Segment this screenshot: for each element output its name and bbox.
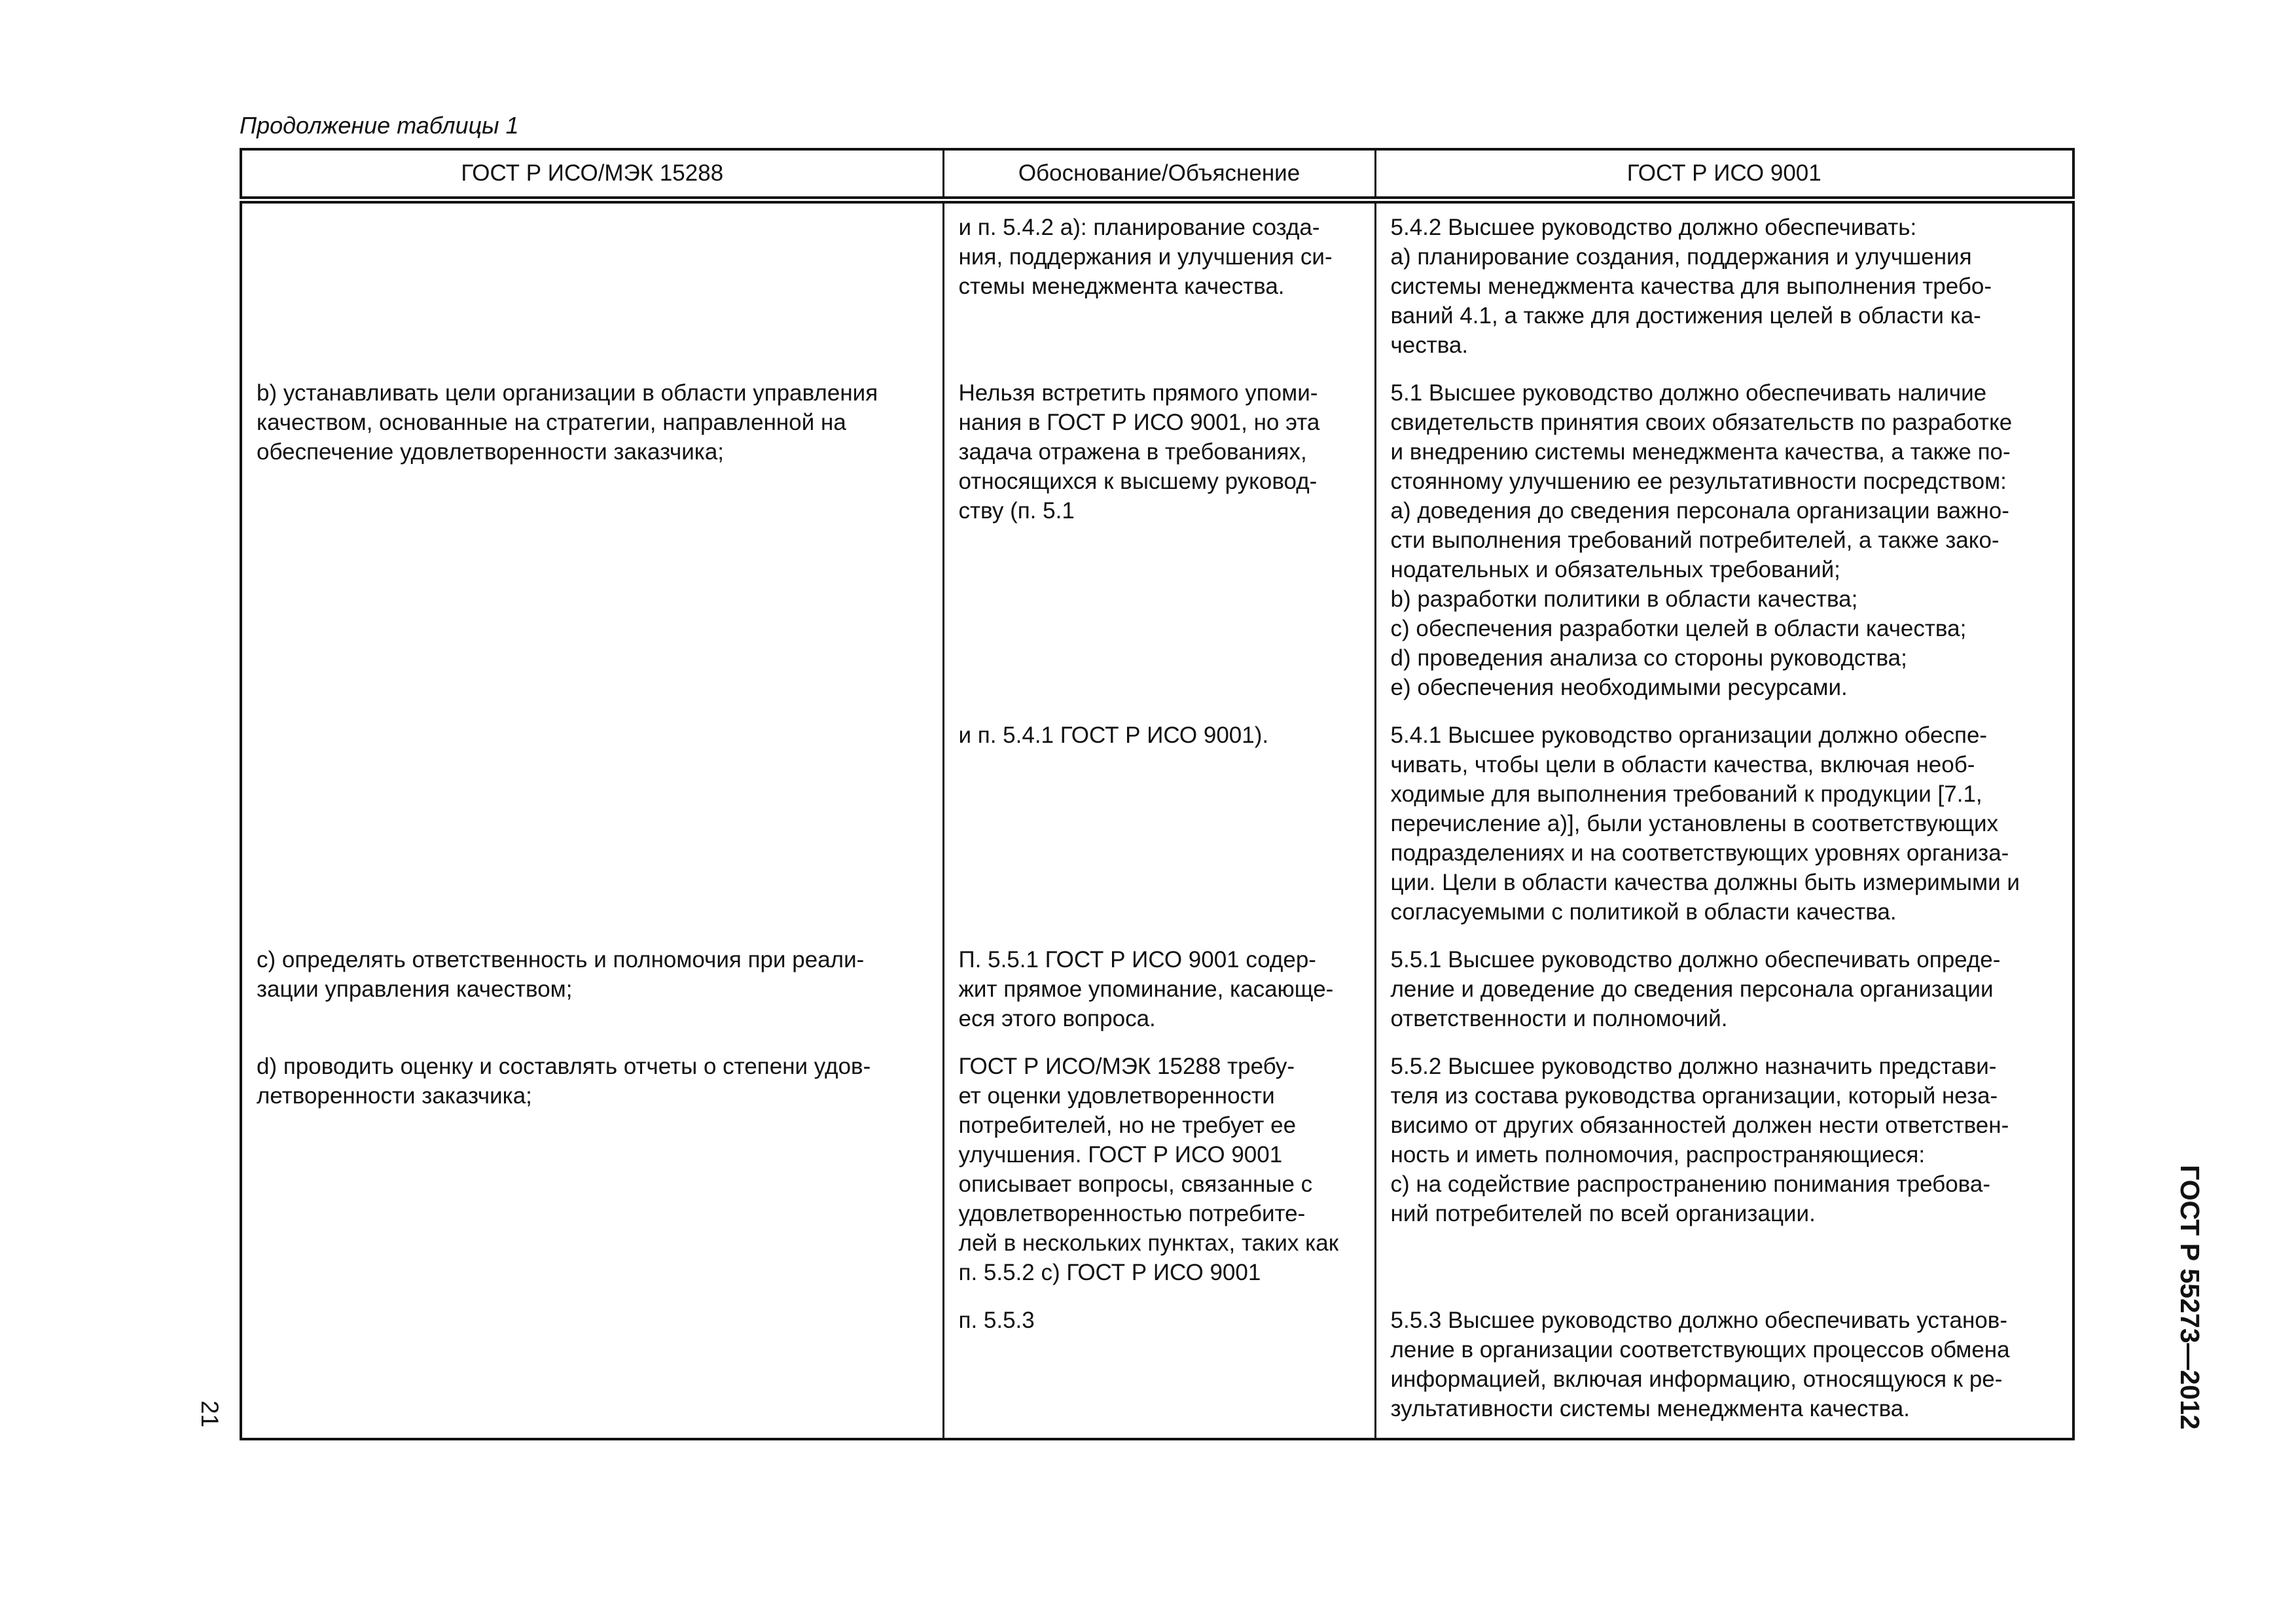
text-line: и п. 5.4.1 ГОСТ Р ИСО 9001). [958, 722, 1269, 748]
text-line: стемы менеджмента качества. [958, 274, 1285, 299]
text-line: 5.5.1 Высшее руководство должно обеспечивать опреде- [1390, 947, 2001, 972]
text-line: 5.5.3 Высшее руководство должно обеспечивать установ- [1390, 1308, 2008, 1333]
text-line: а) доведения до сведения персонала организации важно- [1390, 498, 2009, 524]
text-line: зации управления качеством; [257, 976, 573, 1002]
table-header [241, 149, 2073, 200]
gost-15288-cell [241, 1296, 943, 1439]
gost-15288-cell [241, 200, 943, 370]
table-body [241, 200, 2073, 1440]
text-line: жит прямое упоминание, касающе- [958, 976, 1334, 1002]
text-line: п. 5.5.3 [958, 1308, 1035, 1333]
text-line: а) планирование создания, поддержания и улучшения [1390, 244, 1972, 270]
text-line: п. 5.5.2 с) ГОСТ Р ИСО 9001 [958, 1260, 1261, 1285]
text-line: d) проводить оценку и составлять отчеты о степени удов- [257, 1054, 871, 1079]
text-line: ния, поддержания и улучшения си- [958, 244, 1333, 270]
gost-9001-cell [1375, 200, 2073, 370]
text-line: задача отражена в требованиях, [958, 439, 1307, 465]
text-line: ность и иметь полномочия, распространяющиеся: [1390, 1142, 1926, 1168]
justification-cell [943, 936, 1375, 1043]
text-line: относящихся к высшему руковод- [958, 469, 1318, 494]
header-row [241, 149, 2073, 200]
text-line: летворенности заказчика; [257, 1083, 532, 1109]
gost-15288-cell [241, 1043, 943, 1296]
text-line: b) разработки политики в области качества; [1390, 586, 1858, 612]
gost-9001-cell [1375, 1296, 2073, 1439]
text-line: информацией, включая информацию, относящуюся к ре- [1390, 1366, 2003, 1392]
text-line: чивать, чтобы цели в области качества, включая необ- [1390, 752, 1975, 777]
comparison-table [240, 148, 2075, 1440]
header-gost-iso-iec-15288: ГОСТ Р ИСО/МЭК 15288 [241, 149, 943, 200]
text-line: нодательных и обязательных требований; [1390, 557, 1840, 582]
text-line: ответственности и полномочий. [1390, 1006, 1728, 1031]
text-line: потребителей, но не требует ее [958, 1113, 1297, 1138]
text-line: перечисление а)], были установлены в соответствующих [1390, 811, 1999, 836]
header-justification: Обоснование/Объяснение [943, 149, 1375, 200]
gost-9001-cell [1375, 1043, 2073, 1296]
text-line: обеспечение удовлетворенности заказчика; [257, 439, 725, 465]
text-line: ции. Цели в области качества должны быть измеримыми и [1390, 870, 2020, 895]
text-line: улучшения. ГОСТ Р ИСО 9001 [958, 1142, 1283, 1168]
text-line: системы менеджмента качества для выполнения требо- [1390, 274, 1992, 299]
text-line: е) обеспечения необходимыми ресурсами. [1390, 675, 1848, 700]
text-line: чества. [1390, 332, 1469, 358]
table-row [241, 1043, 2073, 1296]
text-line: удовлетворенностью потребите- [958, 1201, 1306, 1226]
gost-9001-cell [1375, 711, 2073, 936]
text-line: d) проведения анализа со стороны руководства; [1390, 645, 1907, 671]
text-line: висимо от других обязанностей должен нести ответствен- [1390, 1113, 2009, 1138]
table-row [241, 936, 2073, 1043]
table-caption: Продолжение таблицы 1 [240, 112, 519, 139]
text-line: теля из состава руководства организации, который неза- [1390, 1083, 1998, 1109]
text-line: 5.5.2 Высшее руководство должно назначить представи- [1390, 1054, 1997, 1079]
gost-15288-cell [241, 369, 943, 711]
justification-cell [943, 711, 1375, 936]
text-line: ходимые для выполнения требований к продукции [7.1, [1390, 781, 1982, 807]
text-line: описывает вопросы, связанные с [958, 1171, 1313, 1197]
text-line: лей в нескольких пунктах, таких как [958, 1230, 1339, 1256]
text-line: с) на содействие распространению понимания требова- [1390, 1171, 1990, 1197]
table-row [241, 200, 2073, 370]
text-line: 5.4.1 Высшее руководство организации должно обеспе- [1390, 722, 1988, 748]
page-number: 21 [196, 1400, 223, 1428]
table-row [241, 1296, 2073, 1439]
text-line: и внедрению системы менеджмента качества, а также по- [1390, 439, 2011, 465]
gost-9001-cell [1375, 936, 2073, 1043]
text-line: П. 5.5.1 ГОСТ Р ИСО 9001 содер- [958, 947, 1316, 972]
text-line: сти выполнения требований потребителей, а также зако- [1390, 527, 2000, 553]
text-line: еся этого вопроса. [958, 1006, 1156, 1031]
text-line: с) определять ответственность и полномочия при реали- [257, 947, 865, 972]
justification-cell [943, 369, 1375, 711]
text-line: ГОСТ Р ИСО/МЭК 15288 требу- [958, 1054, 1295, 1079]
text-line: ет оценки удовлетворенности [958, 1083, 1275, 1109]
text-line: ний потребителей по всей организации. [1390, 1201, 1816, 1226]
table-row [241, 369, 2073, 711]
text-line: свидетельств принятия своих обязательств по разработке [1390, 410, 2013, 435]
gost-15288-cell [241, 711, 943, 936]
text-line: зультативности системы менеджмента качества. [1390, 1396, 1910, 1421]
text-line: качеством, основанные на стратегии, направленной на [257, 410, 846, 435]
text-line: ваний 4.1, а также для достижения целей в области ка- [1390, 303, 1981, 329]
text-line: Нельзя встретить прямого упоми- [958, 380, 1318, 406]
justification-cell [943, 200, 1375, 370]
text-line: нания в ГОСТ Р ИСО 9001, но эта [958, 410, 1320, 435]
text-line: ству (п. 5.1 [958, 498, 1075, 524]
text-line: и п. 5.4.2 а): планирование созда- [958, 215, 1320, 240]
text-line: ление и доведение до сведения персонала организации [1390, 976, 1994, 1002]
text-line: подразделениях и на соответствующих уровнях организа- [1390, 840, 2009, 866]
text-line: b) устанавливать цели организации в области управления [257, 380, 878, 406]
table-row [241, 711, 2073, 936]
text-line: 5.4.2 Высшее руководство должно обеспечивать: [1390, 215, 1917, 240]
text-line: стоянному улучшению ее результативности посредством: [1390, 469, 2007, 494]
gost-15288-cell [241, 936, 943, 1043]
text-line: с) обеспечения разработки целей в области качества; [1390, 616, 1967, 641]
justification-cell [943, 1043, 1375, 1296]
header-gost-iso-9001: ГОСТ Р ИСО 9001 [1375, 149, 2073, 200]
document-side-title: ГОСТ Р 55273—2012 [2175, 1165, 2205, 1430]
text-line: 5.1 Высшее руководство должно обеспечивать наличие [1390, 380, 1987, 406]
text-line: ление в организации соответствующих процессов обмена [1390, 1337, 2010, 1363]
gost-9001-cell [1375, 369, 2073, 711]
justification-cell [943, 1296, 1375, 1439]
text-line: согласуемыми с политикой в области качества. [1390, 899, 1897, 925]
